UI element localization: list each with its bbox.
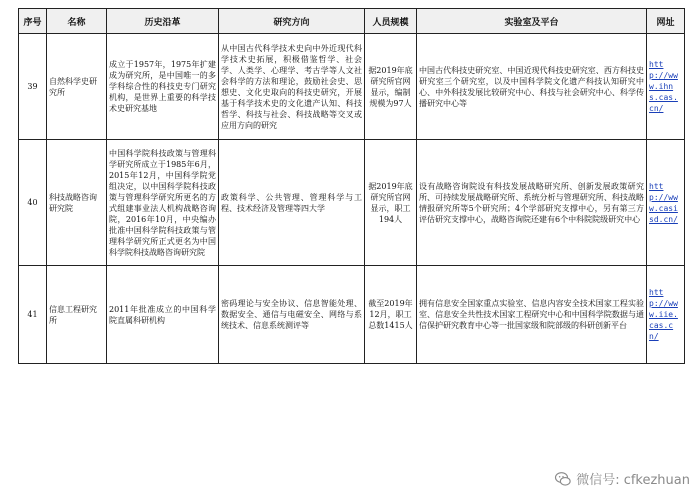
row-number: 41 [19,266,47,364]
header-labs: 实验室及平台 [417,9,647,34]
row-number: 40 [19,140,47,266]
header-history: 历史沿革 [107,9,219,34]
header-row [19,9,685,34]
direction-cell: 政策科学、公共管理、管理科学与工程、技术经济及管理等四大学 [219,140,365,266]
row-number: 39 [19,34,47,140]
header-url: 网址 [647,9,685,34]
history-cell: 2011年批准成立的中国科学院直属科研机构 [107,266,219,364]
url-cell [647,140,685,266]
url-cell [647,34,685,140]
header-direction: 研究方向 [219,9,365,34]
labs-cell: 设有战略咨询院设有科技发展战略研究所、创新发展政策研究所、可持续发展战略研究所、系统分析与管理研究所、科技战略情报研究所等5个研究所；4个学部研究支撑中心，另有第三方评估研究支撑中心，战略咨询院还建有6个中科院院级研究中心 [417,140,647,266]
table-row [19,34,685,140]
institute-name: 自然科学史研究所 [47,34,107,140]
header-size: 人员规模 [365,9,417,34]
institute-name: 科技战略咨询研究院 [47,140,107,266]
direction-cell: 从中国古代科学技术史向中外近现代科学技术史拓展，积极借鉴哲学、社会学、人类学、心理学、考古学等人文社会科学的方法和理论，鼓励社会史、思想史、文化史取向的科技史研究，开展基于科学技术史的文化遗产认知、科技哲学、科技与社会、科技战略等交叉或应用方向的研究 [219,34,365,140]
watermark-text: 微信号: cfkezhuan [576,473,690,488]
header-number: 序号 [19,9,47,34]
wechat-icon [554,470,572,488]
institutes-table [18,8,685,364]
direction-cell: 密码理论与安全协议、信息智能处理、数据安全、通信与电磁安全、网络与系统技术、信息系统测评等 [219,266,365,364]
size-cell: 据2019年底研究所官网显示，编制规模为97人 [365,34,417,140]
size-cell: 截至2019年12月，职工总数1415人 [365,266,417,364]
institute-name: 信息工程研究所 [47,266,107,364]
website-link[interactable]: http://www.casisd.cn/ [649,181,678,224]
size-cell: 据2019年底研究所官网显示，职工194人 [365,140,417,266]
header-name: 名称 [47,9,107,34]
table-row [19,140,685,266]
history-cell: 成立于1957年，1975年扩建成为研究所，是中国唯一的多学科综合性的科技史专门研究机构，是世界上重要的科学技术史研究基地 [107,34,219,140]
url-cell [647,266,685,364]
labs-cell: 中国古代科技史研究室、中国近现代科技史研究室、西方科技史研究室三个研究室，以及中国科学院文化遗产科技认知研究中心、中外科技发展比较研究中心、科技与社会研究中心、科学传播研究中心等 [417,34,647,140]
history-cell: 中国科学院科技政策与管理科学研究所成立于1985年6月，2015年12月，中国科学院党组决定，以中国科学院科技政策与管理科学研究所更名的方式组建事业法人机构战略咨询院，2016年10月，中央编办批准中国科学院科技政策与管理科学研究所正式更名为中国科学院科技战略咨询研究院 [107,140,219,266]
labs-cell: 拥有信息安全国家重点实验室、信息内容安全技术国家工程实验室、信息安全共性技术国家工程研究中心和中国科学院数据与通信保护研究教育中心等一批国家级和院部级的科研创新平台 [417,266,647,364]
table-row [19,266,685,364]
website-link[interactable]: http://www.iie.cas.cn/ [649,288,678,341]
wechat-watermark [554,469,690,488]
website-link[interactable]: http://www.ihns.cas.cn/ [649,60,678,113]
